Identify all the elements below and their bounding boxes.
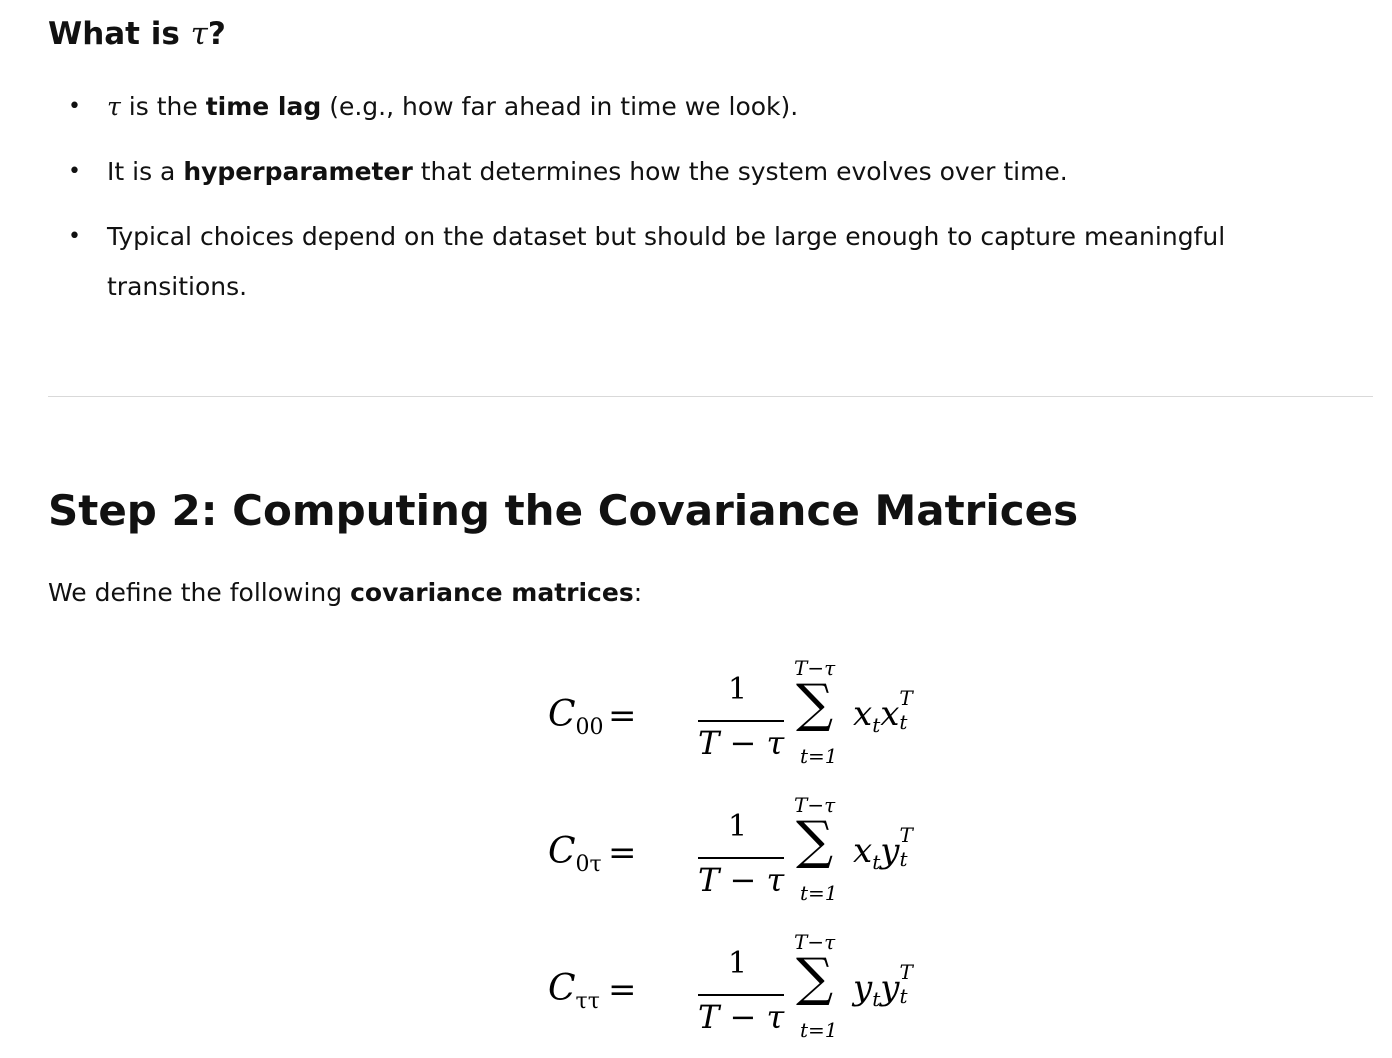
summand <box>853 823 913 874</box>
fraction-bar <box>698 720 784 722</box>
term-variable: x <box>853 694 873 734</box>
equation-lhs <box>548 968 600 1014</box>
fraction-bar <box>698 857 784 859</box>
horizontal-divider <box>48 396 1373 397</box>
fraction-numerator: 1 <box>728 672 748 707</box>
fraction-denominator <box>698 998 784 1036</box>
term-subscript: t <box>872 987 881 1011</box>
term-sup-sub <box>899 960 913 1008</box>
equation-lhs <box>548 694 604 740</box>
sum-lower-limit: t=1 <box>800 1018 838 1042</box>
section-heading-prefix: What is <box>48 16 191 52</box>
lhs-symbol: C <box>548 831 576 872</box>
term-subscript: t <box>899 847 908 871</box>
equals-sign: = <box>608 833 637 873</box>
equation-lhs <box>548 831 602 877</box>
term-variable: y <box>880 831 900 871</box>
sum-lower-limit: t=1 <box>800 744 838 768</box>
sum-upper-limit: T−τ <box>794 793 836 817</box>
step-heading: Step 2: Computing the Covariance Matrices <box>48 486 1079 535</box>
equation-c00 <box>548 656 948 784</box>
intro-text: We define the following <box>48 578 351 607</box>
term-variable: y <box>853 968 873 1008</box>
denominator-text: T − τ <box>698 861 785 899</box>
term-variable: x <box>880 694 900 734</box>
intro-paragraph <box>48 578 642 607</box>
term-subscript: t <box>899 984 908 1008</box>
bullet-text: that determines how the system evolves over time. <box>412 157 1068 186</box>
lhs-subscript: 0τ <box>575 852 602 877</box>
term-subscript: t <box>872 850 881 874</box>
sum-upper-limit: T−τ <box>794 930 836 954</box>
term-subscript: t <box>872 713 881 737</box>
equation-ctautau <box>548 930 948 1058</box>
fraction-denominator <box>698 861 784 899</box>
section-heading-suffix: ? <box>207 16 226 52</box>
equation-c0tau <box>548 793 948 921</box>
intro-text: : <box>633 578 643 607</box>
bullet-text: (e.g., how far ahead in time we look). <box>321 92 799 121</box>
summation-sign: ∑ <box>796 811 834 871</box>
equals-sign: = <box>608 970 637 1010</box>
summation-sign: ∑ <box>796 948 834 1008</box>
intro-bold-term: covariance matrices <box>350 578 634 607</box>
bullet-bold-term: time lag <box>205 92 322 121</box>
lhs-subscript: ττ <box>575 989 600 1014</box>
fraction-numerator: 1 <box>728 946 748 981</box>
denominator-text: T − τ <box>698 724 785 762</box>
term-sup-sub <box>899 686 913 734</box>
term-superscript: T <box>899 960 913 984</box>
summation-sign: ∑ <box>796 674 834 734</box>
term-subscript: t <box>899 710 908 734</box>
bullet-text: Typical choices depend on the dataset but should be large enough to capture meaningful transitions. <box>107 222 1226 301</box>
list-item <box>48 147 1308 197</box>
denominator-text: T − τ <box>698 998 785 1036</box>
lhs-subscript: 00 <box>575 715 604 740</box>
summand <box>853 686 913 737</box>
equals-sign: = <box>608 696 637 736</box>
bullet-list <box>48 82 1308 327</box>
lhs-symbol: C <box>548 968 576 1009</box>
term-superscript: T <box>899 686 913 710</box>
list-item <box>48 82 1308 132</box>
bullet-text: is the <box>120 92 206 121</box>
fraction-bar <box>698 994 784 996</box>
term-sup-sub <box>899 823 913 871</box>
list-item <box>48 212 1308 312</box>
lhs-symbol: C <box>548 694 576 735</box>
bullet-bold-term: hyperparameter <box>183 157 413 186</box>
fraction-numerator: 1 <box>728 809 748 844</box>
summand <box>853 960 913 1011</box>
fraction-denominator <box>698 724 784 762</box>
bullet-text: It is a <box>107 157 184 186</box>
term-variable: x <box>853 831 873 871</box>
sum-upper-limit: T−τ <box>794 656 836 680</box>
term-variable: y <box>880 968 900 1008</box>
sum-lower-limit: t=1 <box>800 881 838 905</box>
term-superscript: T <box>899 823 913 847</box>
tau-symbol: τ <box>190 16 208 52</box>
section-heading <box>48 16 226 52</box>
tau-symbol: τ <box>107 92 121 121</box>
